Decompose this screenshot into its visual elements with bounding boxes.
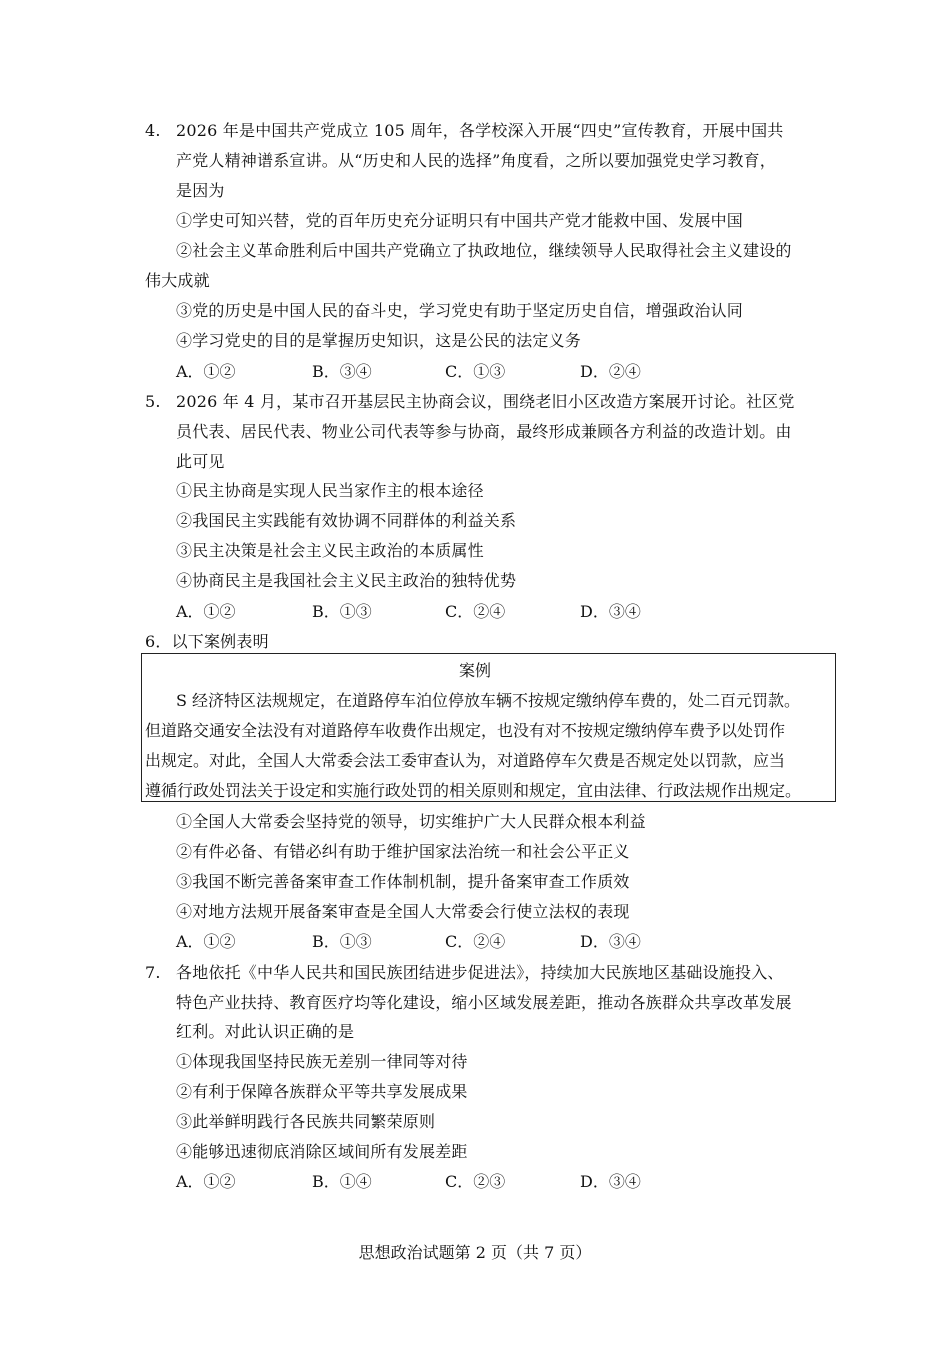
q5-option-1: ①民主协商是实现人民当家作主的根本途径 — [176, 481, 484, 500]
q4-option-2: ②社会主义革命胜利后中国共产党确立了执政地位，继续领导人民取得社会主义建设的 — [176, 241, 792, 260]
q7-option-1: ①体现我国坚持民族无差别一律同等对待 — [176, 1052, 468, 1071]
q4-stem-line-3: 是因为 — [176, 181, 225, 200]
q5-answer-d: D．③④ — [580, 602, 641, 621]
q4-answer-c: C．①③ — [445, 362, 506, 381]
q4-option-4: ④学习党史的目的是掌握历史知识，这是公民的法定义务 — [176, 331, 582, 350]
q7-answer-d: D．③④ — [580, 1172, 641, 1191]
q7-stem-line-2: 特色产业扶持、教育医疗均等化建设，缩小区域发展差距，推动各族群众共享改革发展 — [176, 993, 792, 1012]
q4-number: 4. — [145, 121, 161, 140]
q6-answer-a: A．①② — [176, 932, 236, 951]
q5-option-2: ②我国民主实践能有效协调不同群体的利益关系 — [176, 511, 517, 530]
q7-answer-c: C．②③ — [445, 1172, 506, 1191]
q7-option-4: ④能够迅速彻底消除区域间所有发展差距 — [176, 1142, 468, 1161]
q6-answer-d: D．③④ — [580, 932, 641, 951]
q5-answer-c: C．②④ — [445, 602, 506, 621]
q4-stem-line-2: 产党人精神谱系宣讲。从“历史和人民的选择”角度看，之所以要加强党史学习教育， — [176, 151, 776, 170]
q4-option-3: ③党的历史是中国人民的奋斗史，学习党史有助于坚定历史自信，增强政治认同 — [176, 301, 744, 320]
q6-option-4: ④对地方法规开展备案审查是全国人大常委会行使立法权的表现 — [176, 902, 630, 921]
q7-option-2: ②有利于保障各族群众平等共享发展成果 — [176, 1082, 468, 1101]
case-line-4: 遵循行政处罚法关于设定和实施行政处罚的相关原则和规定，宜由法律、行政法规作出规定。 — [145, 781, 802, 800]
q5-stem-line-3: 此可见 — [176, 452, 225, 471]
q5-stem-line-1: 2026 年 4 月，某市召开基层民主协商会议，围绕老旧小区改造方案展开讨论。社区党 — [176, 392, 795, 411]
q7-answer-b: B．①④ — [312, 1172, 372, 1191]
q4-stem-line-1: 2026 年是中国共产党成立 105 周年，各学校深入开展“四史”宣传教育，开展中国共 — [176, 121, 784, 140]
case-line-3: 出规定。对此，全国人大常委会法工委审查认为，对道路停车欠费是否规定处以罚款，应当 — [145, 751, 786, 770]
q6-answer-b: B．①③ — [312, 932, 372, 951]
q4-answer-d: D．②④ — [580, 362, 641, 381]
q6-option-3: ③我国不断完善备案审查工作体制机制，提升备案审查工作质效 — [176, 872, 630, 891]
page-footer: 思想政治试题第 2 页（共 7 页） — [358, 1243, 592, 1262]
q5-answer-b: B．①③ — [312, 602, 372, 621]
q4-answer-a: A．①② — [176, 362, 236, 381]
case-title: 案例 — [458, 661, 491, 680]
case-line-1: S 经济特区法规规定，在道路停车泊位停放车辆不按规定缴纳停车费的，处二百元罚款。 — [176, 691, 801, 710]
case-line-2: 但道路交通安全法没有对道路停车收费作出规定，也没有对不按规定缴纳停车费予以处罚作 — [145, 721, 786, 740]
q4-answer-b: B．③④ — [312, 362, 372, 381]
q7-number: 7. — [145, 963, 161, 982]
q5-stem-line-2: 员代表、居民代表、物业公司代表等参与协商，最终形成兼顾各方利益的改造计划。由 — [176, 422, 792, 441]
q7-stem-line-1: 各地依托《中华人民共和国民族团结进步促进法》，持续加大民族地区基础设施投入、 — [176, 963, 784, 982]
q6-answer-c: C．②④ — [445, 932, 506, 951]
q6-stem: 6．以下案例表明 — [145, 632, 269, 651]
q7-stem-line-3: 红利。对此认识正确的是 — [176, 1022, 355, 1041]
q6-option-2: ②有件必备、有错必纠有助于维护国家法治统一和社会公平正义 — [176, 842, 630, 861]
q7-option-3: ③此举鲜明践行各民族共同繁荣原则 — [176, 1112, 436, 1131]
q4-option-1: ①学史可知兴替，党的百年历史充分证明只有中国共产党才能救中国、发展中国 — [176, 211, 744, 230]
q7-answer-a: A．①② — [176, 1172, 236, 1191]
q5-option-4: ④协商民主是我国社会主义民主政治的独特优势 — [176, 571, 517, 590]
q5-answer-a: A．①② — [176, 602, 236, 621]
q6-option-1: ①全国人大常委会坚持党的领导，切实维护广大人民群众根本利益 — [176, 812, 646, 831]
q5-option-3: ③民主决策是社会主义民主政治的本质属性 — [176, 541, 484, 560]
q5-number: 5. — [145, 392, 161, 411]
q4-option-2-continued: 伟大成就 — [145, 271, 210, 290]
